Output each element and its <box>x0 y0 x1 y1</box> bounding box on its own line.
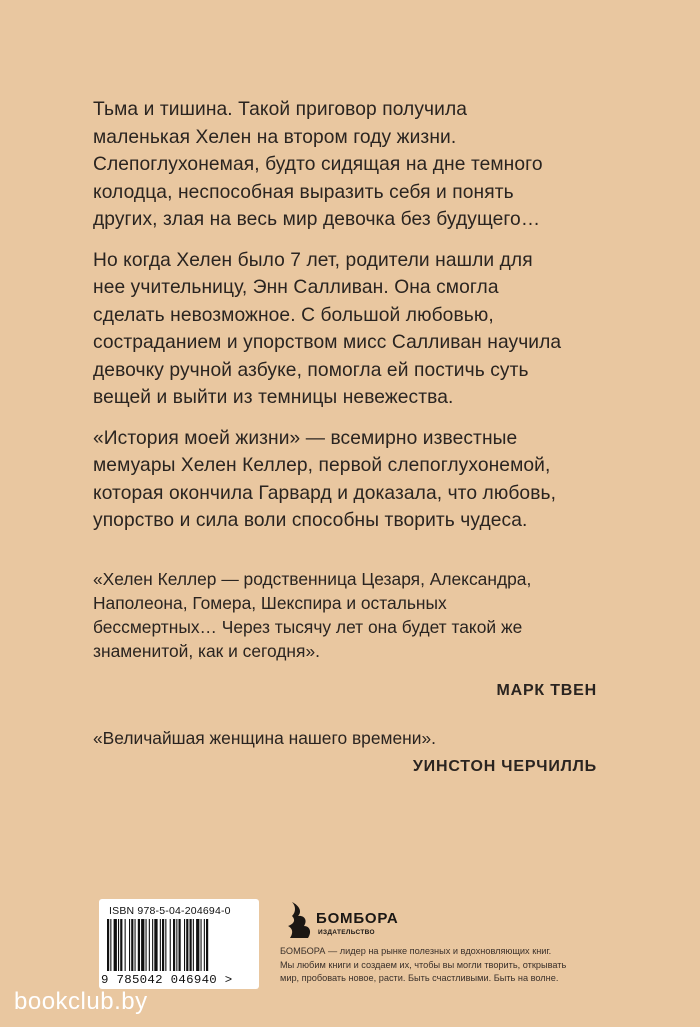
text-line: мемуары Хелен Келлер, первой слепоглухонемой, <box>93 455 551 476</box>
barcode-bar <box>201 919 202 971</box>
barcode-bar <box>107 919 109 971</box>
barcode-bar <box>125 919 126 971</box>
text-line: «История моей жизни» — всемирно известные <box>93 427 518 449</box>
barcode-bar <box>114 919 117 971</box>
text-line: Но когда Хелен было 7 лет, родители нашли для <box>93 249 533 271</box>
publisher-logo <box>280 900 640 942</box>
text-line: вещей и выйти из темницы невежества. <box>93 387 454 408</box>
barcode-bar <box>149 919 150 971</box>
barcode-bar <box>162 919 164 971</box>
quote-text <box>93 726 613 750</box>
barcode-bar <box>152 919 153 971</box>
barcode-bar <box>120 919 122 971</box>
text-line: упорство и сила воли способны творить чудеса. <box>93 510 528 531</box>
barcode-bar <box>129 919 130 971</box>
text-line: знаменитой, как и сегодня». <box>93 641 320 661</box>
barcode-bar <box>138 919 140 971</box>
text-line: «Величайшая женщина нашего времени». <box>93 728 436 748</box>
barcode-bar <box>193 919 194 971</box>
barcode-bar <box>184 919 185 971</box>
publisher-description <box>280 945 620 986</box>
barcode-icon <box>103 919 255 975</box>
barcode-bar <box>179 919 181 971</box>
text-line: других, злая на весь мир девочка без будущего… <box>93 209 541 230</box>
barcode-bar <box>141 919 144 971</box>
text-line: Мы любим книги и создаем их, чтобы вы могли творить, открывать <box>280 959 567 970</box>
text-line: нее учительницу, Энн Салливан. Она смогла <box>93 277 499 298</box>
barcode-bar <box>131 919 133 971</box>
text-line: мир, пробовать новое, расти. Быть счастливыми. Быть на волне. <box>280 973 559 983</box>
text-line: девочку ручной азбуке, помогла ей постичь суть <box>93 359 529 381</box>
barcode-bar <box>110 919 111 971</box>
barcode-bar <box>173 919 175 971</box>
text-line: БОМБОРА — лидер на рынке полезных и вдохновляющих книг. <box>280 946 552 956</box>
text-line: Наполеона, Гомера, Шекспира и остальных <box>93 593 447 613</box>
barcode-bar <box>206 919 208 971</box>
barcode-bar <box>154 919 157 971</box>
isbn-barcode <box>99 899 259 989</box>
text-line: которая окончила Гарвард и доказала, что любовь, <box>93 482 557 504</box>
barcode-bar <box>160 919 161 971</box>
publisher-subtitle: ИЗДАТЕЛЬСТВО <box>318 929 375 936</box>
text-line: состраданием и упорством мисс Салливан научила <box>93 332 562 353</box>
barcode-bar <box>165 919 166 971</box>
text-line: бессмертных… Через тысячу лет она будет такой же <box>93 617 523 637</box>
quote-churchill <box>93 726 613 776</box>
text-line: Слепоглухонемая, будто сидящая на дне темного <box>93 154 543 175</box>
publisher-block <box>280 900 640 983</box>
description-paragraph-3 <box>93 425 633 535</box>
book-description <box>93 96 633 548</box>
barcode-bar <box>176 919 177 971</box>
barcode-bar <box>118 919 119 971</box>
quote-author: МАРК ТВЕН <box>496 682 597 699</box>
barcode-bar <box>190 919 192 971</box>
quote-author: УИНСТОН ЧЕРЧИЛЛЬ <box>412 758 597 775</box>
quote-mark-twain <box>93 567 613 700</box>
barcode-bar <box>186 919 188 971</box>
barcode-bar <box>135 919 136 971</box>
text-line: маленькая Хелен на втором году жизни. <box>93 126 457 148</box>
description-paragraph-1 <box>93 96 633 234</box>
text-line: «Хелен Келлер — родственница Цезаря, Александра, <box>93 569 532 589</box>
quote-text <box>93 567 613 663</box>
text-line: сделать невозможное. С большой любовью, <box>93 304 494 326</box>
barcode-bar <box>170 919 171 971</box>
text-line: Тьма и тишина. Такой приговор получила <box>93 99 468 120</box>
description-paragraph-2 <box>93 247 633 412</box>
barcode-bar <box>196 919 199 971</box>
text-line: колодца, неспособная выразить себя и понять <box>93 181 514 203</box>
barcode-bar <box>146 919 147 971</box>
barcode-bar <box>204 919 205 971</box>
site-watermark: bookclub.by <box>14 988 148 1015</box>
bombora-wave-icon <box>286 900 314 940</box>
barcode-digits: 9 785042 046940 > <box>101 973 233 987</box>
publisher-name: БОМБОРА <box>316 910 399 927</box>
isbn-number: ISBN 978-5-04-204694-0 <box>109 905 231 917</box>
